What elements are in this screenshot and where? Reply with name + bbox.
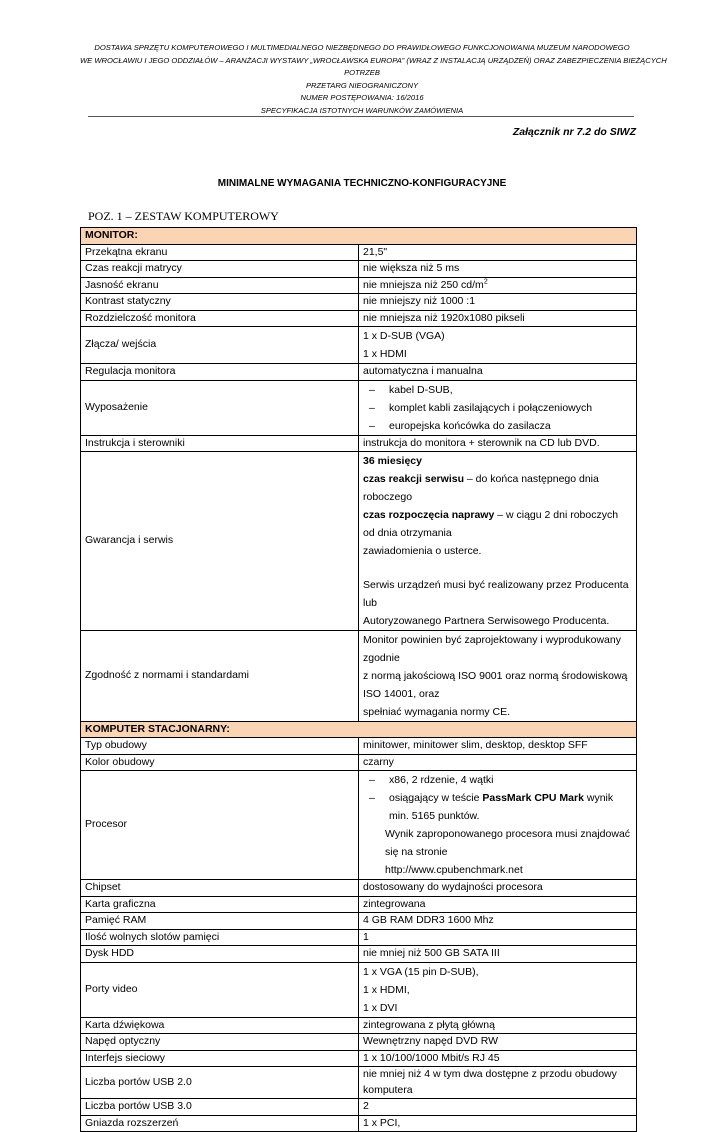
spec-value: 1 x PCI, bbox=[359, 1115, 637, 1132]
table-row bbox=[81, 896, 637, 913]
bold-text: czas rozpoczęcia naprawy bbox=[363, 509, 495, 521]
spec-key: Liczba portów USB 3.0 bbox=[81, 1099, 359, 1116]
header-divider bbox=[88, 116, 634, 117]
document-header bbox=[80, 42, 667, 117]
spec-value: minitower, minitower slim, desktop, desktop SFF bbox=[359, 738, 637, 755]
bold-text: czas reakcji serwisu bbox=[363, 473, 464, 485]
bullet-text: x86, 2 rdzenie, 4 wątki bbox=[389, 774, 494, 786]
table-row bbox=[81, 1099, 637, 1116]
spec-value bbox=[359, 327, 637, 364]
value-line: z normą jakościową ISO 9001 oraz normą środowiskową ISO 14001, oraz bbox=[363, 669, 628, 700]
table-row bbox=[81, 380, 637, 435]
table-row bbox=[81, 435, 637, 452]
bullet-text: wynik min. 5165 punktów. bbox=[389, 792, 614, 822]
value-line: 1 x HDMI bbox=[363, 348, 407, 360]
table-row bbox=[81, 1050, 637, 1067]
table-row bbox=[81, 327, 637, 364]
bullet-item bbox=[363, 771, 632, 789]
annex-label: Załącznik nr 7.2 do SIWZ bbox=[512, 126, 636, 138]
table-row bbox=[81, 364, 637, 381]
spec-key: Interfejs sieciowy bbox=[81, 1050, 359, 1067]
spec-table bbox=[80, 227, 637, 1132]
spec-key: Gniazda rozszerzeń bbox=[81, 1115, 359, 1132]
bullet-text: osiągający w teście bbox=[389, 792, 483, 804]
header-line: PRZETARG NIEOGRANICZONY bbox=[305, 80, 419, 90]
table-row bbox=[81, 1034, 637, 1051]
spec-key: Kontrast statyczny bbox=[81, 294, 359, 311]
table-row bbox=[81, 754, 637, 771]
table-row bbox=[81, 294, 637, 311]
table-row bbox=[81, 1115, 637, 1132]
section-heading: KOMPUTER STACJONARNY: bbox=[81, 721, 637, 738]
table-row bbox=[81, 962, 637, 1017]
section-row-computer bbox=[81, 721, 637, 738]
spec-key: Typ obudowy bbox=[81, 738, 359, 755]
table-row bbox=[81, 771, 637, 880]
spec-value: czarny bbox=[359, 754, 637, 771]
value-line: 1 x HDMI, bbox=[363, 983, 410, 996]
dash-marker: – bbox=[369, 401, 375, 414]
table-row bbox=[81, 244, 637, 261]
value-line: 1 x D-SUB (VGA) bbox=[363, 330, 445, 342]
spec-value: Wewnętrzny napęd DVD RW bbox=[359, 1034, 637, 1051]
dash-marker: – bbox=[369, 792, 375, 804]
spec-value: dostosowany do wydajności procesora bbox=[359, 880, 637, 897]
spec-value: nie mniej niż 4 w tym dwa dostępne z przodu obudowy komputera bbox=[359, 1067, 637, 1099]
table-row bbox=[81, 277, 637, 294]
spec-key: Czas reakcji matrycy bbox=[81, 261, 359, 278]
value-line: Autoryzowanego Partnera Serwisowego Producenta. bbox=[363, 614, 610, 627]
spec-key: Złącza/ wejścia bbox=[81, 327, 359, 364]
spec-key: Zgodność z normami i standardami bbox=[81, 630, 359, 721]
spec-value: 2 bbox=[359, 1099, 637, 1116]
spec-value: 21,5" bbox=[359, 244, 637, 261]
value-text: – do końca następnego dnia roboczego bbox=[363, 473, 599, 503]
spec-key: Napęd optyczny bbox=[81, 1034, 359, 1051]
dash-marker: – bbox=[369, 774, 375, 786]
spec-value bbox=[359, 962, 637, 1017]
spec-key: Liczba portów USB 2.0 bbox=[81, 1067, 359, 1099]
header-line: WE WROCŁAWIU I JEGO ODDZIAŁÓW – ARANŻACJI WYSTAWY „WROCŁAWSKA EUROPA” (WRAZ Z INSTALACJĄ URZĄDZEŃ) ORAZ ZABEZPIECZENIA BIEŻĄCYCH bbox=[80, 55, 667, 65]
bullet-item bbox=[363, 381, 632, 399]
table-row bbox=[81, 929, 637, 946]
spec-value: 1 bbox=[359, 929, 637, 946]
table-row bbox=[81, 913, 637, 930]
dash-marker: – bbox=[369, 383, 375, 396]
value-line: spełniać wymagania normy CE. bbox=[363, 705, 511, 718]
spec-value: automatyczna i manualna bbox=[359, 364, 637, 381]
bullet-item bbox=[363, 399, 632, 417]
value-line: Serwis urządzeń musi być realizowany przez Producenta lub bbox=[363, 578, 629, 609]
spec-value: nie mniejsza niż 1920x1080 pikseli bbox=[359, 310, 637, 327]
spec-key: Rozdzielczość monitora bbox=[81, 310, 359, 327]
spec-value: nie mniejszy niż 1000 :1 bbox=[359, 294, 637, 311]
spec-key: Dysk HDD bbox=[81, 946, 359, 963]
bullet-text: kabel D-SUB, bbox=[389, 383, 453, 396]
value-text: – w ciągu 2 dni roboczych od dnia otrzymania bbox=[363, 509, 619, 539]
header-line: NUMER POSTĘPOWANIA: 16/2016 bbox=[300, 93, 424, 102]
value-line: 1 x DVI bbox=[363, 1001, 398, 1014]
section-heading: MONITOR: bbox=[81, 228, 637, 245]
spec-value: zintegrowana z płytą główną bbox=[359, 1017, 637, 1034]
value-line: 1 x VGA (15 pin D-SUB), bbox=[363, 965, 479, 978]
spec-value: 4 GB RAM DDR3 1600 Mhz bbox=[359, 913, 637, 930]
spec-key: Porty video bbox=[81, 962, 359, 1017]
spec-key: Procesor bbox=[81, 771, 359, 880]
table-row bbox=[81, 310, 637, 327]
spec-key: Przekątna ekranu bbox=[81, 244, 359, 261]
section-title: POZ. 1 – ZESTAW KOMPUTEROWY bbox=[88, 209, 279, 223]
table-row bbox=[81, 880, 637, 897]
table-row bbox=[81, 738, 637, 755]
table-row bbox=[81, 1067, 637, 1099]
spec-key: Karta dźwiękowa bbox=[81, 1017, 359, 1034]
spec-key: Instrukcja i sterowniki bbox=[81, 435, 359, 452]
spec-value: nie mniej niż 500 GB SATA III bbox=[359, 946, 637, 963]
value-line bbox=[363, 470, 632, 506]
spec-key: Kolor obudowy bbox=[81, 754, 359, 771]
header-line: DOSTAWA SPRZĘTU KOMPUTEROWEGO I MULTIMEDIALNEGO NIEZBĘDNEGO DO PRAWIDŁOWEGO FUNKCJONOWANIA MUZEUM NARODOWEGO bbox=[94, 43, 630, 52]
benchmark-url: http://www.cpubenchmark.net bbox=[385, 864, 523, 876]
spec-value: 1 x 10/100/1000 Mbit/s RJ 45 bbox=[359, 1050, 637, 1067]
spec-key: Karta graficzna bbox=[81, 896, 359, 913]
value-line: Wynik zaproponowanego procesora musi znajdować się na stronie bbox=[385, 828, 631, 858]
spec-value bbox=[359, 277, 637, 294]
bullet-text: komplet kabli zasilających i połączeniowych bbox=[389, 401, 593, 414]
spec-key: Wyposażenie bbox=[81, 380, 359, 435]
spec-value bbox=[359, 452, 637, 631]
spec-value bbox=[359, 380, 637, 435]
spec-key: Gwarancja i serwis bbox=[81, 452, 359, 631]
spec-value-text: nie mniejsza niż 250 cd/m bbox=[363, 278, 484, 291]
table-row bbox=[81, 630, 637, 721]
spec-value: instrukcja do monitora + sterownik na CD lub DVD. bbox=[359, 435, 637, 452]
spec-key: Jasność ekranu bbox=[81, 277, 359, 294]
table-row bbox=[81, 452, 637, 631]
page-title: MINIMALNE WYMAGANIA TECHNICZNO-KONFIGURACYJNE bbox=[217, 178, 507, 189]
spec-key: Ilość wolnych slotów pamięci bbox=[81, 929, 359, 946]
spec-key: Pamięć RAM bbox=[81, 913, 359, 930]
spec-value bbox=[359, 630, 637, 721]
bullet-item bbox=[363, 417, 632, 435]
dash-marker: – bbox=[369, 419, 375, 432]
spec-value bbox=[359, 771, 637, 880]
warranty-period: 36 miesięcy bbox=[363, 455, 422, 467]
bullet-text: europejska końcówka do zasilacza bbox=[389, 419, 551, 432]
table-row bbox=[81, 1017, 637, 1034]
header-line: POTRZEB bbox=[344, 68, 380, 77]
value-line bbox=[363, 506, 632, 542]
blank-line bbox=[363, 560, 632, 576]
table-row bbox=[81, 946, 637, 963]
spec-key: Chipset bbox=[81, 880, 359, 897]
spec-key: Regulacja monitora bbox=[81, 364, 359, 381]
table-row bbox=[81, 261, 637, 278]
bold-text: PassMark CPU Mark bbox=[482, 792, 584, 804]
value-line: zawiadomienia o usterce. bbox=[363, 545, 482, 557]
bullet-item bbox=[363, 789, 632, 825]
spec-value: nie większa niż 5 ms bbox=[359, 261, 637, 278]
value-line: Monitor powinien być zaprojektowany i wyprodukowany zgodnie bbox=[363, 633, 621, 664]
section-row-monitor bbox=[81, 228, 637, 245]
spec-value: zintegrowana bbox=[359, 896, 637, 913]
superscript: 2 bbox=[483, 278, 488, 285]
header-line: SPECYFIKACJA ISTOTNYCH WARUNKÓW ZAMÓWIENIA bbox=[260, 105, 464, 115]
